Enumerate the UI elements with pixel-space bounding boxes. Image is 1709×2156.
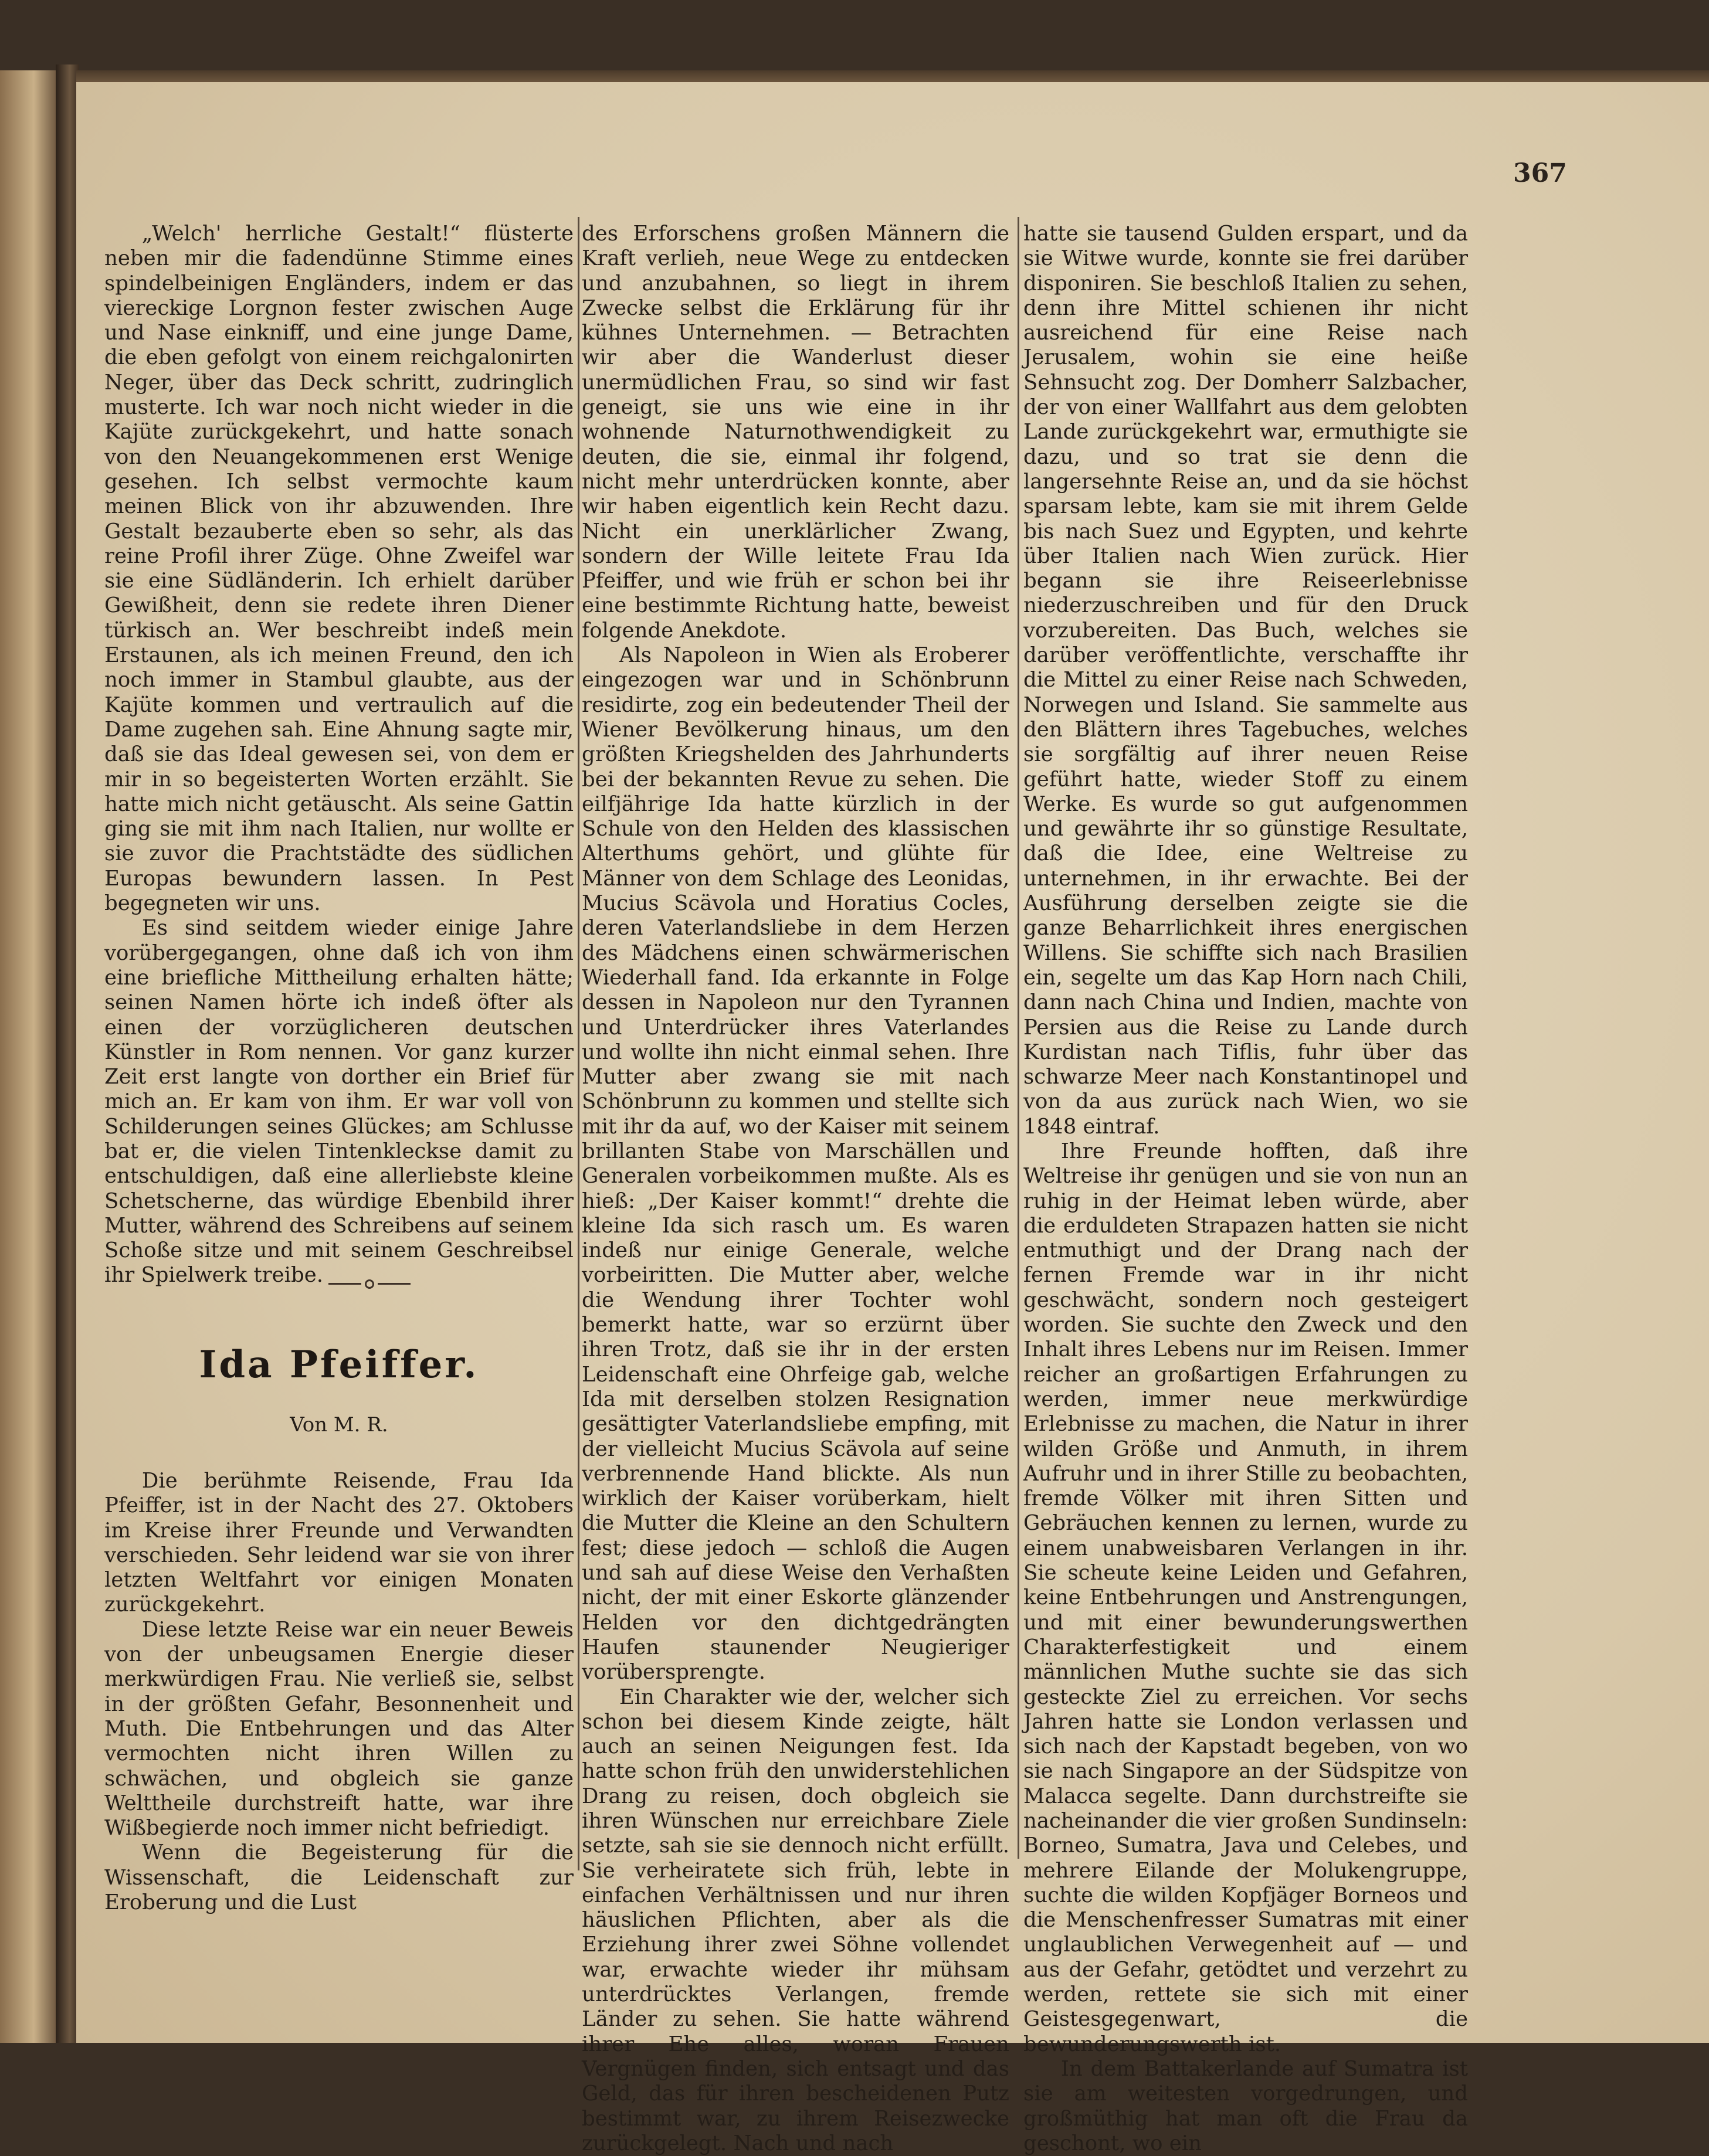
paragraph: „Welch' herrliche Gestalt!“ flüsterte neben mir die fadendünne Stimme eines spindelbeinigen Engländers, indem er das viereckige Lorgnon fester zwischen Auge und Nase einkniff, und eine junge Dame, die eben gefolgt von einem reichgalonirten Neger, über das Deck schritt, zudringlich musterte. Ich war noch nicht wieder in die Kajüte zurückgekehrt, und hatte sonach von den Neuangekommenen erst Wenige gesehen. Ich selbst vermochte kaum meinen Blick von ihr abzuwenden. Ihre Gestalt bezauberte eben so sehr, als das reine Profil ihrer Züge. Ohne Zweifel war sie eine Südländerin. Ich erhielt darüber Gewißheit, denn sie redete ihren Diener türkisch an. Wer beschreibt indeß mein Erstaunen, als ich meinen Freund, den ich noch immer in Stambul glaubte, aus der Kajüte kommen und vertraulich auf die Dame zugehen sah. Eine Ahnung sagte mir, daß sie das Ideal gewesen sei, von dem er mir in so begeisterten Worten erzählt. Sie hatte mich nicht getäuscht. Als seine Gattin ging sie mit ihm nach Italien, nur wollte er sie zuvor die Prachtstädte des südlichen Europas bewundern lassen. In Pest begegneten wir uns. xyxy=(104,222,574,916)
text-column-3 xyxy=(1023,222,1468,2156)
paragraph: Die berühmte Reisende, Frau Ida Pfeiffer, ist in der Nacht des 27. Oktobers im Kreise ihrer Freunde und Verwandten verschieden. Sehr leidend war sie von ihrer letzten Weltfahrt vor einigen Monaten zurückgekehrt. xyxy=(104,1469,574,1617)
paragraph: Diese letzte Reise war ein neuer Beweis von der unbeugsamen Energie dieser merkwürdigen Frau. Nie verließ sie, selbst in der größten Gefahr, Besonnenheit und Muth. Die Entbehrungen und das Alter vermochten nicht ihren Willen zu schwächen, und obgleich sie ganze Welttheile durchstreift hatte, war ihre Wißbegierde noch immer nicht befriedigt. xyxy=(104,1617,574,1841)
paragraph: Als Napoleon in Wien als Eroberer eingezogen war und in Schönbrunn residirte, zog ein bedeutender Theil der Wiener Bevölkerung hinaus, um den größten Kriegshelden des Jahrhunderts bei der bekannten Revue zu sehen. Die eilfjährige Ida hatte kürzlich in der Schule von den Helden des klassischen Alterthums gehört, und glühte für Männer von dem Schlage des Leonidas, Mucius Scävola und Horatius Cocles, deren Vaterlandsliebe in dem Herzen des Mädchens einen schwärmerischen Wiederhall fand. Ida erkannte in Folge dessen in Napoleon nur den Tyrannen und Unterdrücker ihres Vaterlandes und wollte ihn nicht einmal sehen. Ihre Mutter aber zwang sie mit nach Schönbrunn zu kommen und stellte sich mit ihr da auf, wo der Kaiser mit seinem brillanten Stabe von Marschällen und Generalen vorbeikommen mußte. Als es hieß: „Der Kaiser kommt!“ drehte die kleine Ida sich rasch um. Es waren indeß nur einige Generale, welche vorbeiritten. Die Mutter aber, welche die Wendung ihrer Tochter wohl bemerkt hatte, war so erzürnt über ihren Trotz, daß sie ihr in der ersten Leidenschaft eine Ohrfeige gab, welche Ida mit derselben stolzen Resignation gesättigter Vaterlandsliebe empfing, mit der vielleicht Mucius Scävola auf seine verbrennende Hand blickte. Als nun wirklich der Kaiser vorüberkam, hielt die Mutter die Kleine an den Schultern fest; diese jedoch — schloß die Augen und sah auf diese Weise den Verhaßten nicht, der mit einer Eskorte glänzender Helden vor den dichtgedrängten Haufen staunender Neugieriger vorübersprengte. xyxy=(582,643,1009,1685)
text-column-2 xyxy=(582,222,1009,2156)
paragraph: Wenn die Begeisterung für die Wissenschaft, die Leidenschaft zur Eroberung und die Lust xyxy=(104,1841,574,1915)
paragraph: Ein Charakter wie der, welcher sich schon bei diesem Kinde zeigte, hält auch an seinen Neigungen fest. Ida hatte schon früh den unwiderstehlichen Drang zu reisen, doch obgleich sie ihren Wünschen nur erreichbare Ziele setzte, sah sie sie dennoch nicht erfüllt. Sie verheiratete sich früh, lebte in einfachen Verhältnissen und nur ihren häuslichen Pflichten, aber als die Erziehung ihrer zwei Söhne vollendet war, erwachte wieder ihr mühsam unterdrücktes Verlangen, fremde Länder zu sehen. Sie hatte während ihrer Ehe alles, woran Frauen Vergnügen finden, sich entsagt und das Geld, das für ihren bescheidenen Putz bestimmt war, zu ihrem Reisezwecke zurückgelegt. Nach und nach xyxy=(582,1685,1009,2155)
section-divider-ornament xyxy=(328,1277,411,1291)
article-byline: Von M. R. xyxy=(290,1413,388,1437)
column-rule-left xyxy=(578,217,579,1870)
article-body xyxy=(104,1469,574,1915)
text-column-1 xyxy=(104,222,574,1288)
column-rule-right xyxy=(1018,217,1019,1859)
paragraph: Ihre Freunde hofften, daß ihre Weltreise ihr genügen und sie von nun an ruhig in der Heimat leben würde, aber die erduldeten Strapazen hatten sie nicht entmuthigt und der Drang nach der fernen Fremde war in ihr nicht geschwächt, sondern noch gesteigert worden. Sie suchte den Zweck und den Inhalt ihres Lebens nur im Reisen. Immer reicher an großartigen Erfahrungen zu werden, immer neue merkwürdige Erlebnisse zu machen, die Natur in ihrer wilden Größe und Anmuth, in ihrem Aufruhr und in ihrer Stille zu beobachten, fremde Völker mit ihren Sitten und Gebräuchen kennen zu lernen, wurde zu einem unabweisbaren Verlangen in ihr. Sie scheute keine Leiden und Gefahren, keine Entbehrungen und Anstrengungen, und mit einer bewunderungswerthen Charakterfestigkeit und einem männlichen Muthe suchte sie das sich gesteckte Ziel zu erreichen. Vor sechs Jahren hatte sie London verlassen und sich nach der Kapstadt begeben, von wo sie nach Singapore an der Südspitze von Malacca segelte. Dann durchstreifte sie nacheinander die vier großen Sundinseln: Borneo, Sumatra, Java und Celebes, und mehrere Eilande der Molukengruppe, suchte die wilden Kopfjäger Borneos und die Menschenfresser Sumatras mit einer unglaublichen Verwegenheit auf — und aus der Gefahr, getödtet und verzehrt zu werden, rettete sie sich mit einer Geistesgegenwart, die bewunderungswerth ist. xyxy=(1023,1139,1468,2056)
paragraph: Es sind seitdem wieder einige Jahre vorübergegangen, ohne daß ich von ihm eine briefliche Mittheilung erhalten hätte; seinen Namen hörte ich indeß öfter als einen der vorzüglicheren deutschen Künstler in Rom nennen. Vor ganz kurzer Zeit erst langte von dorther ein Brief für mich an. Er kam von ihm. Er war voll von Schilderungen seines Glückes; am Schlusse bat er, die vielen Tintenkleckse damit zu entschuldigen, daß eine allerliebste kleine Schetscherne, das würdige Ebenbild ihrer Mutter, während des Schreibens auf seinem Schoße sitze und mit seinem Geschreibsel ihr Spielwerk treibe. xyxy=(104,916,574,1288)
article-title: Ida Pfeiffer. xyxy=(199,1343,479,1387)
paragraph: In dem Battakerlande auf Sumatra ist sie am weitesten vorgedrungen, und großmüthig hat man oft die Frau da geschont, wo ein xyxy=(1023,2056,1468,2155)
page-number: 367 xyxy=(1513,158,1567,188)
paragraph: hatte sie tausend Gulden erspart, und da sie Witwe wurde, konnte sie frei darüber disponiren. Sie beschloß Italien zu sehen, denn ihre Mittel schienen ihr nicht ausreichend für eine Reise nach Jerusalem, wohin sie eine heiße Sehnsucht zog. Der Domherr Salzbacher, der von einer Wallfahrt aus dem gelobten Lande zurückgekehrt war, ermuthigte sie dazu, und so trat sie denn die langersehnte Reise an, und da sie höchst sparsam lebte, kam sie mit ihrem Gelde bis nach Suez und Egypten, und kehrte über Italien nach Wien zurück. Hier begann sie ihre Reiseerlebnisse niederzuschreiben und für den Druck vorzubereiten. Das Buch, welches sie darüber veröffentlichte, verschaffte ihr die Mittel zu einer Reise nach Schweden, Norwegen und Island. Sie sammelte aus den Blättern ihres Tagebuches, welches sie sorgfältig auf ihrer neuen Reise geführt hatte, wieder Stoff zu einem Werke. Es wurde so gut aufgenommen und gewährte ihr so günstige Resultate, daß die Idee, eine Weltreise zu unternehmen, in ihr erwachte. Bei der Ausführung derselben zeigte sie die ganze Beharrlichkeit ihres energischen Willens. Sie schiffte sich nach Brasilien ein, segelte um das Kap Horn nach Chili, dann nach China und Indien, machte von Persien aus die Reise zu Lande durch Kurdistan nach Tiflis, fuhr über das schwarze Meer nach Konstantinopel und von da aus zurück nach Wien, wo sie 1848 eintraf. xyxy=(1023,222,1468,1139)
book-binding xyxy=(56,64,79,2043)
facing-page-edge xyxy=(0,70,62,2043)
paragraph: des Erforschens großen Männern die Kraft verlieh, neue Wege zu entdecken und anzubahnen, so liegt in ihrem Zwecke selbst die Erklärung für ihr kühnes Unternehmen. — Betrachten wir aber die Wanderlust dieser unermüdlichen Frau, so sind wir fast geneigt, sie uns wie eine in ihr wohnende Naturnothwendigkeit zu deuten, die sie, einmal ihr folgend, nicht mehr unterdrücken konnte, aber wir haben eigentlich kein Recht dazu. Nicht ein unerklärlicher Zwang, sondern der Wille leitete Frau Ida Pfeiffer, und wie früh er schon bei ihr eine bestimmte Richtung hatte, beweist folgende Anekdote. xyxy=(582,222,1009,643)
